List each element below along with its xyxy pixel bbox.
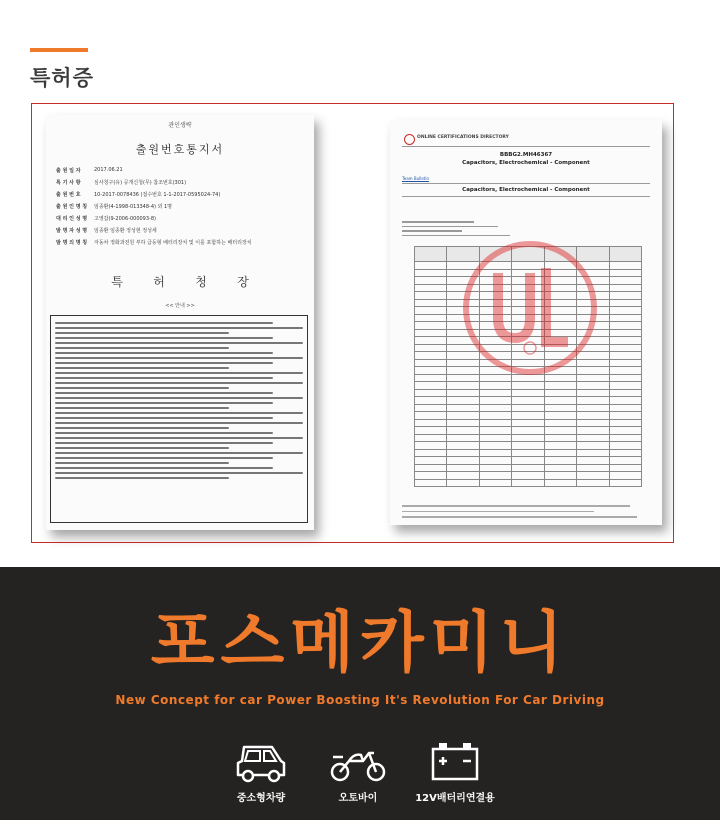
ul-table-title: Capacitors, Electrochemical - Component xyxy=(462,187,590,193)
ul-company-info xyxy=(402,218,522,239)
patent-row: 대 리 인 성 명 고영갑(9-2006-000093-8) xyxy=(56,216,156,222)
feature-car xyxy=(216,739,306,804)
patent-row: 출 원 번 호 10-2017-0078436 (접수번호 1-1-2017-0595024-74) xyxy=(56,192,221,198)
brand-name: 포스메카미니 xyxy=(150,604,570,681)
feature-label: 오토바이 xyxy=(338,793,378,804)
ul-footnote xyxy=(402,501,642,522)
patent-document xyxy=(46,115,314,530)
section-accent-bar xyxy=(30,48,88,52)
ul-link[interactable]: Team Bulletin xyxy=(402,176,430,181)
patent-stamp: 특 허 청 장 xyxy=(111,275,249,289)
ul-directory-title: ONLINE CERTIFICATIONS DIRECTORY xyxy=(417,135,509,140)
ul-file-code: BBBG2.MH46367 xyxy=(499,152,553,158)
patent-row: 특 기 사 항 심사청구(유) 공개신청(무) 참조번호(301) xyxy=(56,180,187,186)
product-banner xyxy=(0,567,720,820)
ul-logo-icon xyxy=(404,134,415,145)
car-icon xyxy=(234,739,288,785)
patent-row: 발 명 의 명 칭 자동차 정화과전원 부하 급등형 배터리장치 및 이를 포함하는 배터리장치 xyxy=(56,240,252,246)
ul-watermark-icon xyxy=(460,238,600,378)
feature-battery xyxy=(410,739,500,804)
brand-tagline: New Concept for car Power Boosting It's Revolution For Car Driving xyxy=(115,693,605,707)
patent-rows xyxy=(56,167,306,259)
section-title: 특허증 xyxy=(30,66,94,90)
patent-header: 관인생략 xyxy=(168,122,192,129)
feature-label: 12V배터리연결용 xyxy=(415,793,495,804)
certificate-frame xyxy=(31,103,674,543)
patent-row: 발 명 자 성 명 임종환 임종환 정성현 정성세 xyxy=(56,228,157,234)
motorcycle-icon xyxy=(329,739,387,785)
feature-motorcycle xyxy=(313,739,403,804)
battery-icon xyxy=(430,739,480,785)
ul-certificate-document xyxy=(390,120,662,525)
patent-title: 출원번호통지서 xyxy=(135,143,225,156)
patent-guide: << 안내 >> xyxy=(165,303,195,309)
ul-subtitle: Capacitors, Electrochemical - Component xyxy=(462,160,590,166)
patent-notice-box xyxy=(50,315,308,523)
feature-label: 중소형차량 xyxy=(236,793,286,804)
patent-row: 출 원 일 자 2017.06.21 xyxy=(56,167,123,174)
patent-row: 출 원 인 명 칭 임종환(4-1998-013348-4) 외 1명 xyxy=(56,204,172,210)
